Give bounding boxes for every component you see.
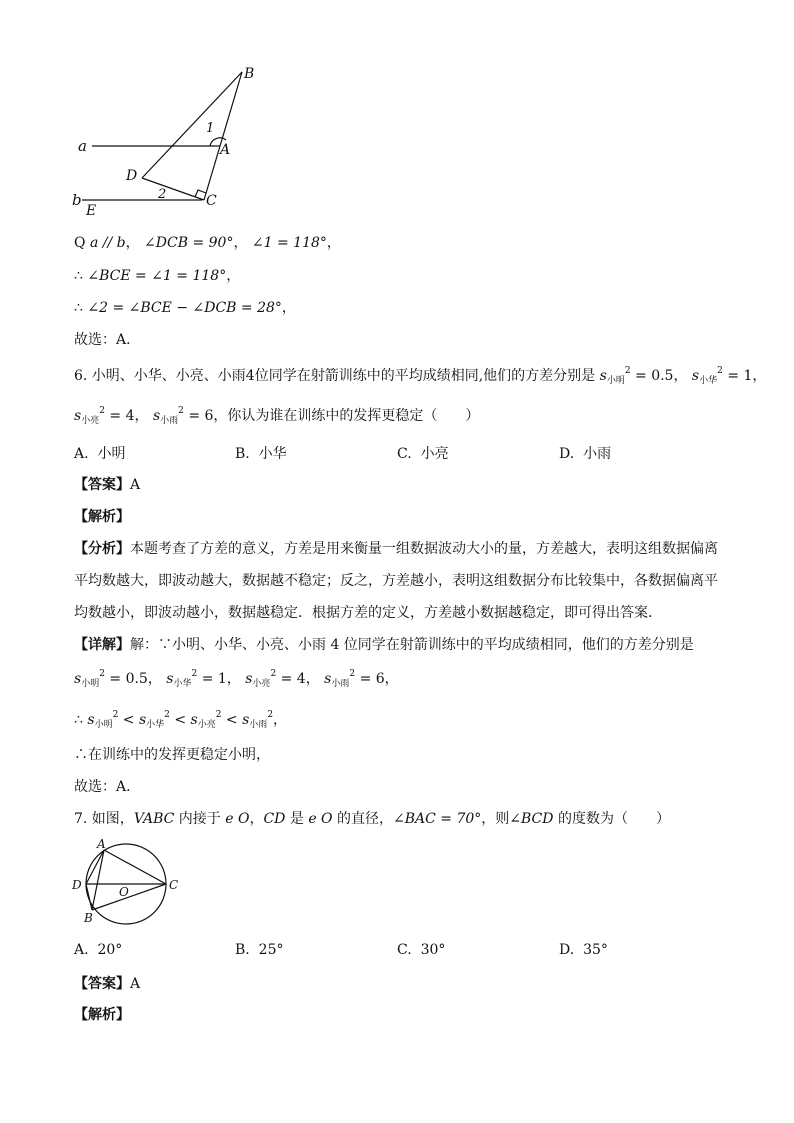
equation: ∠2 = ∠BCE − ∠DCB = 28° — [87, 300, 282, 316]
option-text: 35° — [583, 942, 608, 958]
question-text: ，你认为谁在训练中的发挥更稳定（ ） — [213, 408, 480, 424]
comma: ， — [233, 235, 248, 251]
sup-2: 2 — [349, 669, 356, 679]
option-text: 30° — [420, 942, 446, 958]
segment-ab — [92, 850, 104, 910]
triangle-abc: VABC — [133, 811, 175, 827]
comma: ， — [125, 235, 140, 251]
q6-stem: 6. 小明、小华、小亮、小雨4位同学在射箭训练中的平均成绩相同,他们的方差分别是 — [74, 368, 596, 384]
label-a: a — [78, 137, 87, 155]
label-A: A — [220, 142, 231, 158]
sub-label: 小亮 — [252, 679, 271, 689]
value: = 4 — [109, 408, 135, 424]
s-var: s — [138, 712, 147, 728]
s-var: s — [74, 671, 82, 687]
angle-bcd: ∠BCD — [509, 811, 554, 827]
sub-label: 小华 — [146, 720, 165, 730]
sol5-line3 — [74, 297, 296, 317]
sub-label: 小明 — [94, 720, 113, 730]
q6-stem-line2 — [74, 405, 479, 426]
segment-cd: CD — [263, 811, 286, 827]
therefore-symbol: ∴ — [74, 712, 83, 728]
analysis-text: 本题考查了方差的意义，方差是用来衡量一组数据波动大小的量，方差越大，表明这组数据偏离 — [130, 541, 718, 557]
sub-label: 小亮 — [197, 720, 216, 730]
therefore-symbol: ∴ — [74, 300, 83, 316]
less-than: < — [169, 712, 191, 728]
sup-2: 2 — [267, 710, 274, 720]
comma: ， — [273, 712, 288, 728]
option-letter: D. — [559, 446, 575, 462]
option-letter: C. — [397, 942, 412, 958]
detail-text: 解：∵小明、小华、小亮、小雨 4 位同学在射箭训练中的平均成绩相同，他们的方差分别是 — [130, 637, 694, 653]
answer-value: A — [130, 477, 141, 493]
q6-answer — [74, 474, 140, 494]
s-var: s — [324, 671, 332, 687]
sup-2: 2 — [178, 406, 184, 416]
answer-tag: 【答案】 — [74, 477, 130, 493]
label-b: b — [72, 191, 82, 209]
sup-2: 2 — [99, 669, 105, 679]
comma: ， — [226, 671, 241, 687]
sub-label: 小雨 — [249, 720, 268, 730]
stem-text: 内接于 — [174, 811, 221, 827]
comma: ， — [249, 811, 264, 827]
because-symbol: Q — [74, 235, 86, 251]
circle-figure — [70, 836, 190, 928]
less-than: < — [221, 712, 243, 728]
label-A: A — [97, 837, 106, 851]
sup-2: 2 — [717, 366, 723, 376]
value: = 0.5 — [109, 671, 148, 687]
value: = 0.5 — [635, 368, 674, 384]
option-letter: A. — [74, 942, 89, 958]
option-text: 小亮 — [420, 446, 449, 462]
stem-text: 的直径， — [332, 811, 393, 827]
sol5-line2 — [74, 265, 240, 285]
value: = 1 — [201, 671, 227, 687]
segment-db — [86, 884, 92, 910]
comma: ， — [134, 408, 149, 424]
angle-bac: ∠BAC = 70° — [392, 811, 482, 827]
q7-answer — [74, 973, 140, 993]
sup-2: 2 — [191, 669, 198, 679]
segment-ad — [86, 850, 104, 884]
q7-option-d — [559, 942, 608, 958]
parallel-lines-figure — [70, 62, 270, 222]
label-D: D — [72, 878, 82, 892]
s-var: s — [599, 368, 607, 384]
option-text: 小明 — [97, 446, 126, 462]
sup-2: 2 — [112, 710, 119, 720]
stem-text: 是 — [285, 811, 304, 827]
angle-1: ∠1 = 118° — [251, 235, 327, 251]
label-1: 1 — [206, 121, 215, 136]
option-text: 小雨 — [583, 446, 612, 462]
parallel-statement: a // b — [89, 235, 126, 251]
q7-option-b — [235, 942, 283, 958]
s-var: s — [152, 408, 161, 424]
option-letter: D. — [559, 942, 575, 958]
label-O: O — [119, 885, 129, 899]
option-letter: C. — [397, 446, 412, 462]
s-var: s — [242, 712, 250, 728]
sup-2: 2 — [99, 406, 105, 416]
option-letter: B. — [235, 942, 250, 958]
option-text: 20° — [97, 942, 123, 958]
circle-o: e O — [225, 811, 250, 827]
sub-label: 小雨 — [160, 416, 179, 426]
angle-dcb: ∠DCB = 90° — [144, 235, 234, 251]
value: = 1 — [727, 368, 753, 384]
comma: ， — [752, 368, 767, 384]
option-letter: A. — [74, 446, 89, 462]
sol5-choose: 故选：A． — [74, 332, 141, 348]
sup-2: 2 — [215, 710, 222, 720]
q6-jiexi: 【解析】 — [74, 509, 130, 525]
sub-label: 小华 — [173, 679, 192, 689]
comma: ， — [384, 671, 399, 687]
q6-option-d — [559, 443, 611, 463]
segment-ac — [104, 850, 166, 884]
q6-option-b — [235, 443, 287, 463]
q6-option-c — [397, 443, 449, 463]
sub-label: 小明 — [81, 679, 100, 689]
label-2: 2 — [158, 187, 167, 202]
q6-stem-line1 — [74, 365, 766, 386]
comma: ， — [673, 368, 688, 384]
segment-bc — [204, 72, 242, 200]
therefore-symbol: ∴ — [74, 268, 83, 284]
comma: ， — [226, 268, 241, 284]
label-E: E — [86, 203, 97, 219]
sup-2: 2 — [270, 669, 277, 679]
q6-inequality — [74, 709, 287, 730]
sup-2: 2 — [624, 366, 631, 376]
equation: ∠BCE = ∠1 = 118° — [87, 268, 227, 284]
analysis-tag: 【分析】 — [74, 541, 130, 557]
q6-detail-1 — [74, 634, 694, 654]
value: = 4 — [280, 671, 306, 687]
label-C: C — [206, 193, 217, 209]
answer-tag: 【答案】 — [74, 976, 130, 992]
option-letter: B. — [235, 446, 250, 462]
q6-choose: 故选：A． — [74, 779, 141, 795]
less-than: < — [118, 712, 139, 728]
circle-o: e O — [308, 811, 333, 827]
sub-label: 小华 — [699, 376, 718, 386]
q7-option-c — [397, 942, 445, 958]
sol5-line1 — [74, 232, 341, 252]
s-var: s — [87, 712, 95, 728]
s-var: s — [190, 712, 198, 728]
s-var: s — [74, 408, 82, 424]
option-text: 25° — [258, 942, 284, 958]
q7-stem — [74, 808, 670, 828]
comma: ， — [281, 300, 296, 316]
q6-analysis-1 — [74, 538, 718, 558]
sub-label: 小明 — [606, 376, 625, 386]
s-var: s — [245, 671, 253, 687]
comma: ， — [305, 671, 320, 687]
option-text: 小华 — [258, 446, 287, 462]
label-B: B — [244, 66, 255, 82]
q7-option-a — [74, 942, 122, 958]
sub-label: 小亮 — [81, 416, 100, 426]
label-B: B — [84, 911, 93, 925]
answer-value: A — [130, 976, 141, 992]
s-var: s — [166, 671, 174, 687]
q6-option-a — [74, 443, 125, 463]
q6-conclusion: ∴在训练中的发挥更稳定小明， — [74, 747, 270, 763]
right-angle-mark — [195, 190, 206, 197]
value: = 6 — [359, 671, 385, 687]
comma: ， — [147, 671, 162, 687]
q7-jiexi: 【解析】 — [74, 1007, 130, 1023]
stem-text: ，则 — [481, 811, 510, 827]
segment-bc — [92, 884, 166, 910]
detail-tag: 【详解】 — [74, 637, 130, 653]
label-C: C — [169, 878, 179, 892]
q6-analysis-3: 均数越小，即波动越小，数据越稳定．根据方差的定义，方差越小数据越稳定，即可得出答案． — [74, 605, 662, 621]
label-D: D — [126, 168, 138, 184]
segment-bd — [142, 72, 242, 178]
sub-label: 小雨 — [331, 679, 350, 689]
value: = 6 — [188, 408, 214, 424]
stem-text: 7. 如图， — [74, 811, 134, 827]
s-var: s — [691, 368, 700, 384]
q6-variance-list — [74, 668, 399, 689]
stem-text: 的度数为（ ） — [553, 811, 670, 827]
sup-2: 2 — [164, 710, 170, 720]
comma: ， — [326, 235, 341, 251]
q6-analysis-2: 平均数越大，即波动越大，数据越不稳定；反之，方差越小，表明这组数据分布比较集中，各数据偏离平 — [74, 573, 718, 589]
